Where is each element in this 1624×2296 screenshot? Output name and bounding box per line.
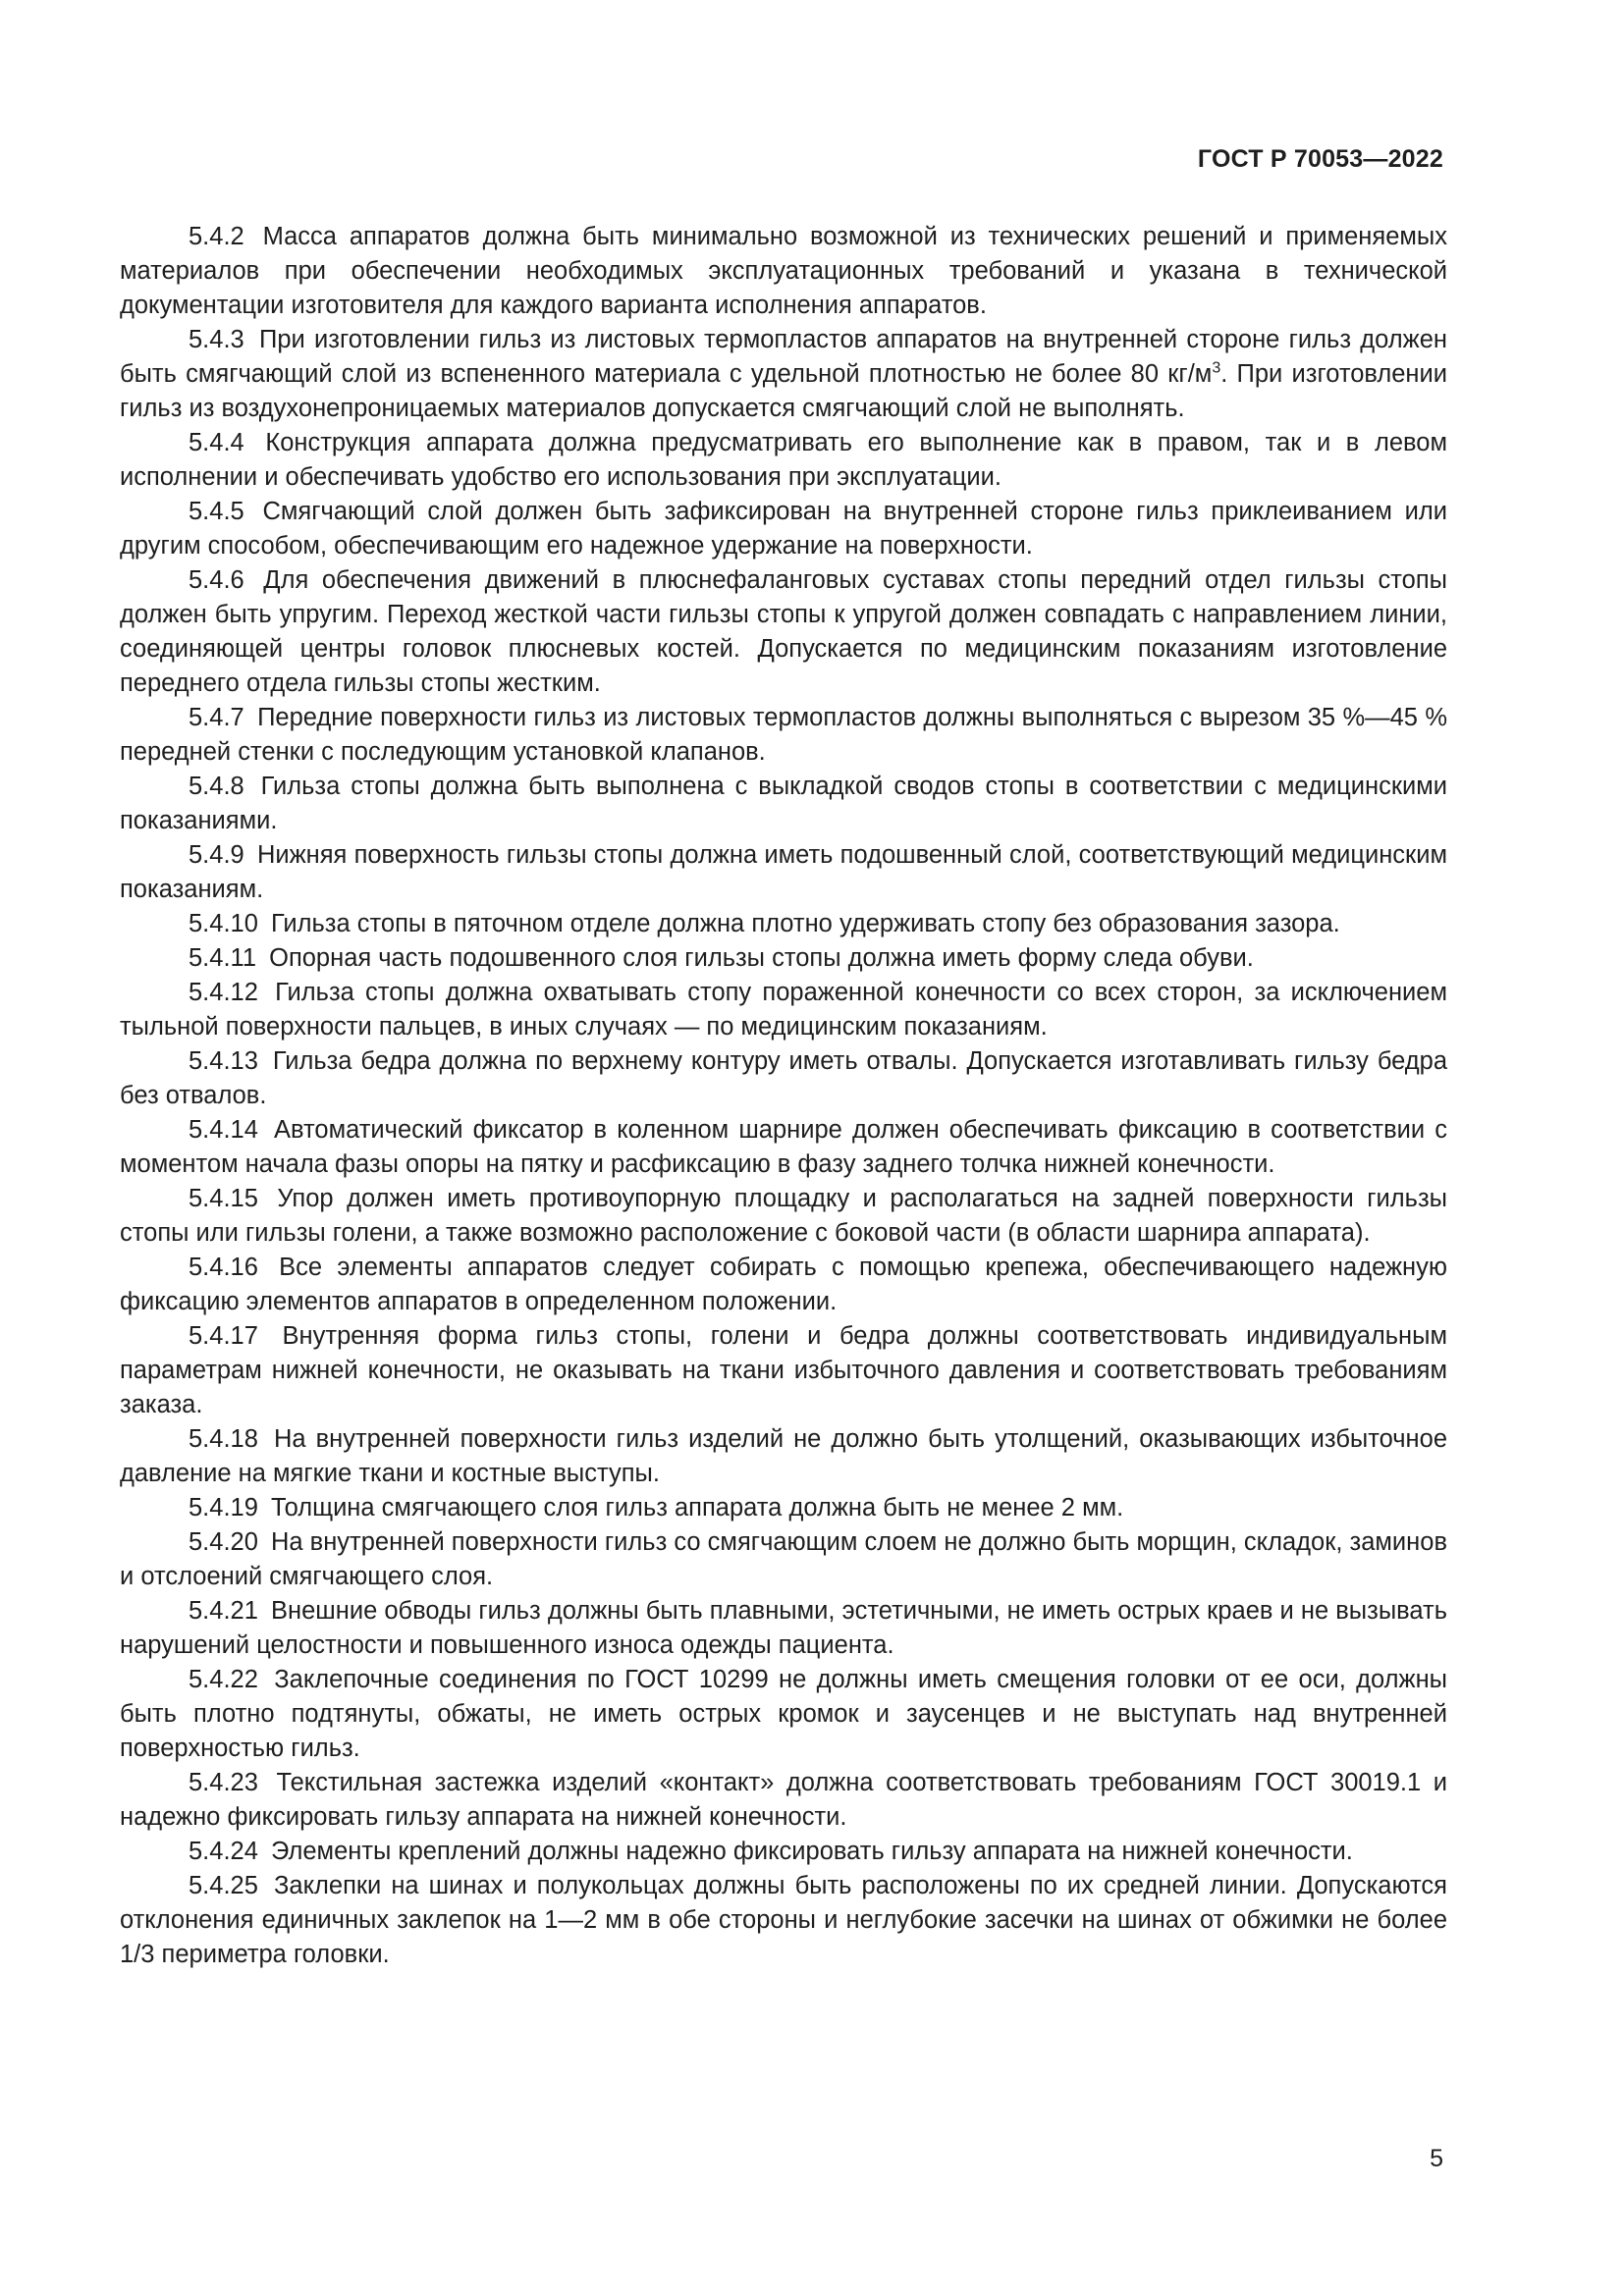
clause-number: 5.4.16 <box>189 1254 258 1281</box>
clause-5-4-18 <box>120 1422 1447 1491</box>
clause-5-4-22 <box>120 1663 1447 1766</box>
clause-5-4-8 <box>120 770 1447 838</box>
clause-number: 5.4.23 <box>189 1769 258 1796</box>
clause-text-continued: . При изготовлении гильз из воздухонепроницаемых материалов допускается смягчающий слой не выполнять. <box>120 360 1447 422</box>
clause-5-4-23 <box>120 1766 1447 1835</box>
clause-5-4-7 <box>120 701 1447 770</box>
clause-number: 5.4.25 <box>189 1872 258 1899</box>
clause-number: 5.4.10 <box>189 910 258 937</box>
clause-number: 5.4.4 <box>189 429 244 456</box>
clause-number: 5.4.15 <box>189 1185 258 1212</box>
clause-text: Конструкция аппарата должна предусматривать его выполнение как в правом, так и в левом исполнении и обеспечивать удобство его использования при эксплуатации. <box>120 429 1448 491</box>
clause-text: Внутренняя форма гильз стопы, голени и бедра должны соответствовать индивидуальным параметрам нижней конечности, не оказывать на ткани избыточного давления и соответствовать требованиям заказа. <box>120 1322 1447 1418</box>
clause-text: Заклепки на шинах и полукольцах должны быть расположены по их средней линии. Допускаются отклонения единичных заклепок на 1—2 мм в обе стороны и неглубокие засечки на шинах от обжимки не более 1/3 периметра головки. <box>120 1872 1447 1968</box>
clause-5-4-14 <box>120 1113 1447 1182</box>
clause-text: Текстильная застежка изделий «контакт» должна соответствовать требованиям ГОСТ 30019.1 и надежно фиксировать гильзу аппарата на нижней конечности. <box>120 1769 1447 1831</box>
clause-text: Гильза бедра должна по верхнему контуру иметь отвалы. Допускается изготавливать гильзу бедра без отвалов. <box>120 1047 1447 1109</box>
page-number: 5 <box>1430 2145 1443 2172</box>
clause-text: Гильза стопы в пяточном отделе должна плотно удерживать стопу без образования зазора. <box>271 910 1340 937</box>
clause-number: 5.4.21 <box>189 1597 258 1625</box>
clause-5-4-17 <box>120 1319 1447 1422</box>
clause-number: 5.4.2 <box>189 223 244 250</box>
clause-text: Опорная часть подошвенного слоя гильзы стопы должна иметь форму следа обуви. <box>269 944 1254 972</box>
clause-5-4-2 <box>120 220 1447 323</box>
clause-number: 5.4.20 <box>189 1528 258 1556</box>
clause-text: Смягчающий слой должен быть зафиксирован на внутренней стороне гильз приклеиванием или другим способом, обеспечивающим его надежное удержание на поверхности. <box>120 498 1447 560</box>
clause-number: 5.4.14 <box>189 1116 258 1144</box>
clause-5-4-12 <box>120 976 1447 1044</box>
clause-number: 5.4.18 <box>189 1425 258 1453</box>
clause-number: 5.4.12 <box>189 979 258 1006</box>
clause-5-4-4 <box>120 426 1447 495</box>
clause-5-4-9 <box>120 838 1447 907</box>
clause-text: Для обеспечения движений в плюснефаланговых суставах стопы передний отдел гильзы стопы должен быть упругим. Переход жесткой части гильзы стопы к упругой должен совпадать с направлением линии, соединяющей центры головок плюсневых костей. Допускается по медицинским показаниям изготовление переднего отдела гильзы стопы жестким. <box>120 566 1447 697</box>
clause-number: 5.4.9 <box>189 841 244 869</box>
clause-number: 5.4.24 <box>189 1838 258 1865</box>
clause-number: 5.4.17 <box>189 1322 258 1350</box>
clause-text: На внутренней поверхности гильз изделий не должно быть утолщений, оказывающих избыточное давление на мягкие ткани и костные выступы. <box>120 1425 1447 1487</box>
clause-number: 5.4.11 <box>189 944 257 972</box>
clause-number: 5.4.8 <box>189 773 244 800</box>
clause-number: 5.4.19 <box>189 1494 258 1522</box>
clause-number: 5.4.3 <box>189 326 244 353</box>
clause-5-4-13 <box>120 1044 1447 1113</box>
clause-text: Заклепочные соединения по ГОСТ 10299 не должны иметь смещения головки от ее оси, должны быть плотно подтянуты, обжаты, не иметь острых кромок и заусенцев и не выступать над внутренней поверхностью гильз. <box>120 1666 1447 1762</box>
clause-text: Упор должен иметь противоупорную площадку и располагаться на задней поверхности гильзы стопы или гильзы голени, а также возможно расположение с боковой части (в области шарнира аппарата). <box>120 1185 1447 1247</box>
clause-text: Передние поверхности гильз из листовых термопластов должны выполняться с вырезом 35 %—45 % передней стенки с последующим установкой клапанов. <box>120 704 1447 766</box>
clause-5-4-3 <box>120 323 1447 426</box>
clause-text: Гильза стопы должна быть выполнена с выкладкой сводов стопы в соответствии с медицинскими показаниями. <box>120 773 1447 834</box>
clause-text: Толщина смягчающего слоя гильз аппарата должна быть не менее 2 мм. <box>271 1494 1124 1522</box>
clause-5-4-21 <box>120 1594 1447 1663</box>
clause-text: Гильза стопы должна охватывать стопу пораженной конечности со всех сторон, за исключением тыльной поверхности пальцев, в иных случаях — по медицинским показаниям. <box>120 979 1448 1041</box>
clause-text: При изготовлении гильз из листовых термопластов аппаратов на внутренней стороне гильз должен быть смягчающий слой из вспененного материала с удельной плотностью не более 80 кг/м <box>120 326 1448 388</box>
clause-text: Автоматический фиксатор в коленном шарнире должен обеспечивать фиксацию в соответствии с моментом начала фазы опоры на пятку и расфиксацию в фазу заднего толчка нижней конечности. <box>120 1116 1447 1178</box>
clause-text: Нижняя поверхность гильзы стопы должна иметь подошвенный слой, соответствующий медицинским показаниям. <box>120 841 1447 903</box>
clause-text: Внешние обводы гильз должны быть плавными, эстетичными, не иметь острых краев и не вызывать нарушений целостности и повышенного износа одежды пациента. <box>120 1597 1447 1659</box>
document-code-header: ГОСТ Р 70053—2022 <box>1197 145 1443 173</box>
clause-text: Масса аппаратов должна быть минимально возможной из технических решений и применяемых материалов при обеспечении необходимых эксплуатационных требований и указана в технической документации изготовителя для каждого варианта исполнения аппаратов. <box>120 223 1447 319</box>
clause-number: 5.4.7 <box>189 704 244 731</box>
clause-5-4-25 <box>120 1869 1447 1972</box>
clause-number: 5.4.22 <box>189 1666 258 1693</box>
clause-5-4-19 <box>120 1491 1447 1525</box>
clause-text: Все элементы аппаратов следует собирать с помощью крепежа, обеспечивающего надежную фиксацию элементов аппаратов в определенном положении. <box>120 1254 1447 1315</box>
clause-5-4-16 <box>120 1251 1447 1319</box>
clause-5-4-15 <box>120 1182 1447 1251</box>
document-body <box>120 220 1447 1972</box>
clause-5-4-20 <box>120 1525 1447 1594</box>
superscript: 3 <box>1212 359 1221 377</box>
clause-5-4-6 <box>120 563 1447 701</box>
clause-5-4-5 <box>120 495 1447 563</box>
clause-5-4-11 <box>120 941 1447 976</box>
clause-number: 5.4.5 <box>189 498 244 525</box>
clause-text: На внутренней поверхности гильз со смягчающим слоем не должно быть морщин, складок, заминов и отслоений смягчающего слоя. <box>120 1528 1447 1590</box>
clause-5-4-24 <box>120 1835 1447 1869</box>
clause-text: Элементы креплений должны надежно фиксировать гильзу аппарата на нижней конечности. <box>271 1838 1353 1865</box>
clause-number: 5.4.6 <box>189 566 244 594</box>
clause-number: 5.4.13 <box>189 1047 258 1075</box>
clause-5-4-10 <box>120 907 1447 941</box>
